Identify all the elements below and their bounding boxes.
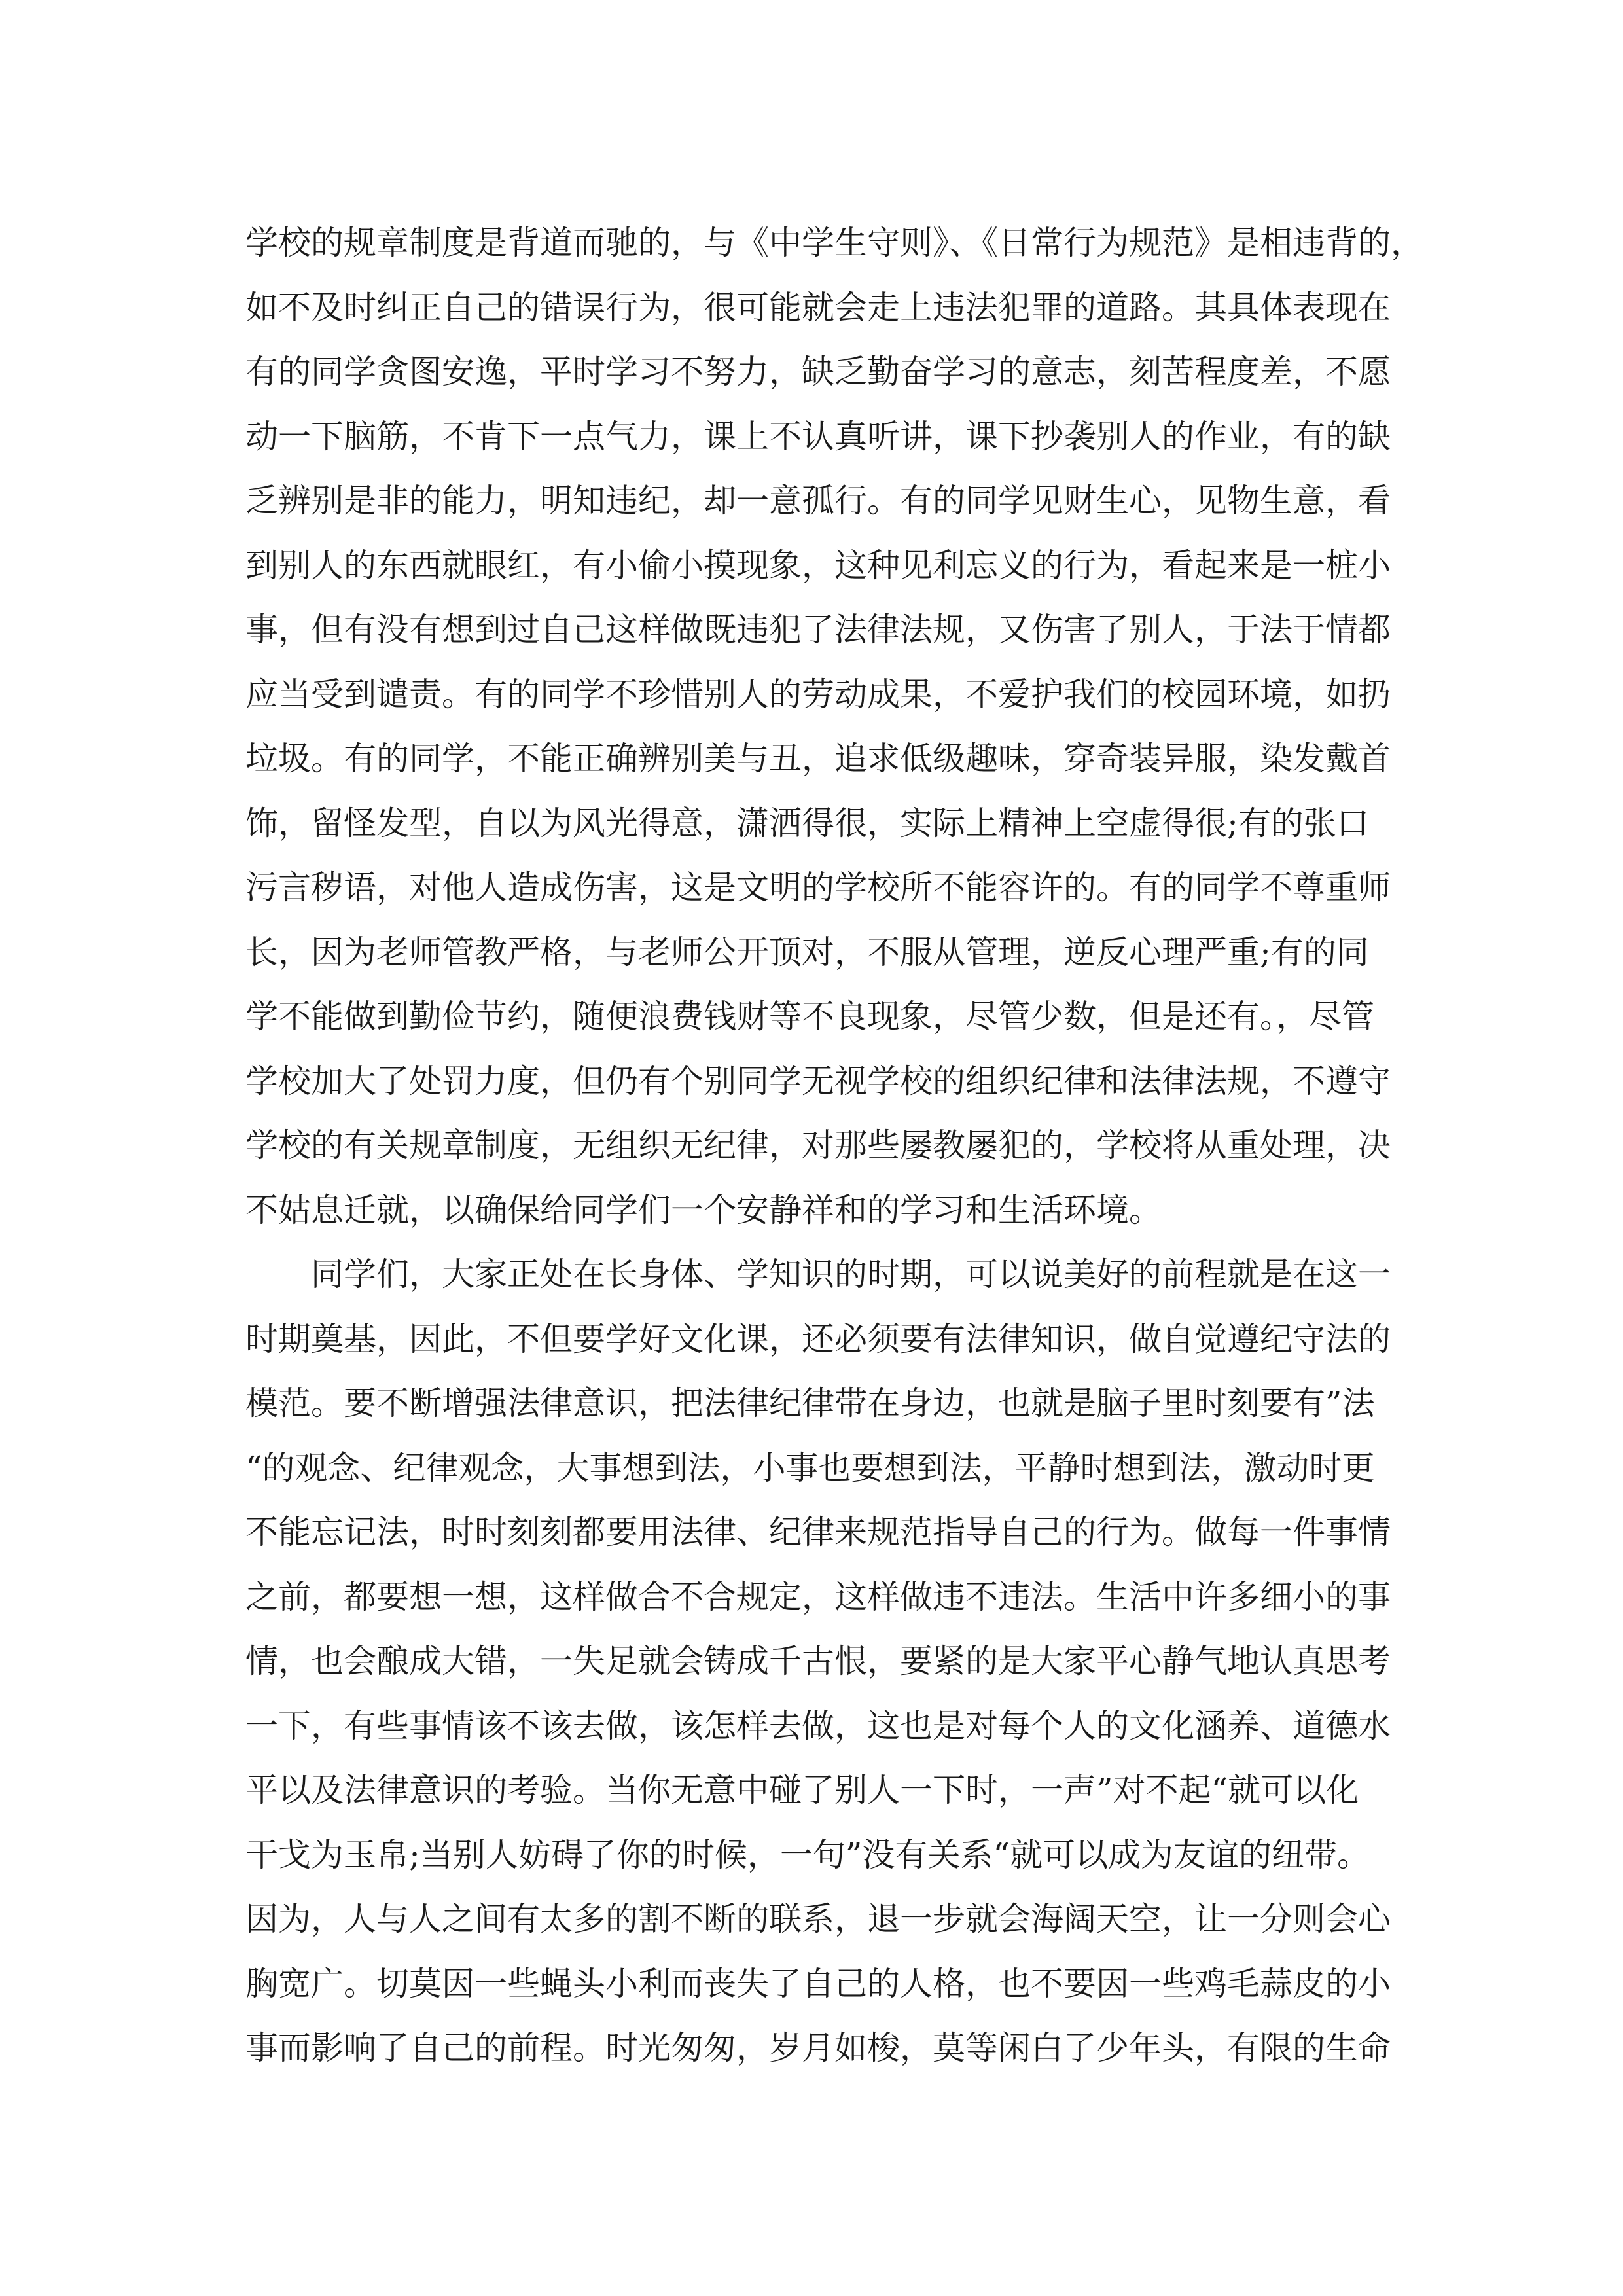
text-line: 因为，人与人之间有太多的割不断的联系，退一步就会海阔天空，让一分则会心 [245,1900,1391,1938]
text-line: 乏辨别是非的能力，明知违纪，却一意孤行。有的同学见财生心，见物生意，看 [245,482,1391,520]
paragraph-first-line: 同学们，大家正处在长身体、学知识的时期，可以说美好的前程就是在这一 [311,1255,1391,1293]
text-line: 如不及时纠正自己的错误行为，很可能就会走上违法犯罪的道路。其具体表现在 [245,288,1391,327]
text-line: 一下，有些事情该不该去做，该怎样去做，这也是对每个人的文化涵养、道德水 [245,1706,1391,1745]
text-line: 胸宽广。切莫因一些蝇头小利而丧失了自己的人格，也不要因一些鸡毛蒜皮的小 [245,1964,1391,2003]
text-line: 干戈为玉帛;当别人妨碍了你的时候，一句”没有关系“就可以成为友谊的纽带。 [245,1835,1370,1874]
text-line: 不姑息迁就，以确保给同学们一个安静祥和的学习和生活环境。 [245,1191,1162,1229]
text-line: 时期奠基，因此，不但要学好文化课，还必须要有法律知识，做自觉遵纪守法的 [245,1319,1391,1358]
text-line: 饰，留怪发型，自以为风光得意，潇洒得很，实际上精神上空虚得很;有的张口 [245,804,1369,842]
text-line: 应当受到谴责。有的同学不珍惜别人的劳动成果，不爱护我们的校园环境，如扔 [245,675,1391,713]
text-line: 到别人的东西就眼红，有小偷小摸现象，这种见利忘义的行为，看起来是一桩小 [245,546,1391,584]
text-line: 动一下脑筋，不肯下一点气力，课上不认真听讲，课下抄袭别人的作业，有的缺 [245,417,1391,456]
text-line: 之前，都要想一想，这样做合不合规定，这样做违不违法。生活中许多细小的事 [245,1577,1391,1616]
text-line: 垃圾。有的同学，不能正确辨别美与丑，追求低级趣味，穿奇装异服，染发戴首 [245,740,1391,778]
text-line: 学校的有关规章制度，无组织无纪律，对那些屡教屡犯的，学校将从重处理，决 [245,1126,1391,1164]
text-line: 平以及法律意识的考验。当你无意中碰了别人一下时，一声”对不起“就可以化 [245,1771,1359,1809]
text-line: 事，但有没有想到过自己这样做既违犯了法律法规，又伤害了别人，于法于情都 [245,611,1391,649]
text-line: 模范。要不断增强法律意识，把法律纪律带在身边，也就是脑子里时刻要有”法 [245,1384,1375,1422]
text-line: “的观念、纪律观念，大事想到法，小事也要想到法，平静时想到法，激动时更 [245,1448,1375,1487]
text-line: 不能忘记法，时时刻刻都要用法律、纪律来规范指导自己的行为。做每一件事情 [245,1513,1391,1551]
text-line: 长，因为老师管教严格，与老师公开顶对，不服从管理，逆反心理严重;有的同 [245,933,1369,971]
body-text [245,211,1423,2081]
text-line: 有的同学贪图安逸，平时学习不努力，缺乏勤奋学习的意志，刻苦程度差，不愿 [245,353,1391,391]
text-line: 学校加大了处罚力度，但仍有个别同学无视学校的组织纪律和法律法规，不遵守 [245,1062,1391,1100]
text-line: 学校的规章制度是背道而驰的，与《中学生守则》、《日常行为规范》是相违背的， [245,224,1423,262]
text-line: 情，也会酿成大错，一失足就会铸成千古恨，要紧的是大家平心静气地认真思考 [245,1642,1391,1680]
text-line: 污言秽语，对他人造成伤害，这是文明的学校所不能容许的。有的同学不尊重师 [245,869,1391,906]
text-line: 学不能做到勤俭节约，随便浪费钱财等不良现象，尽管少数，但是还有。，尽管 [245,997,1374,1035]
text-line: 事而影响了自己的前程。时光匆匆，岁月如梭，莫等闲白了少年头，有限的生命 [245,2029,1391,2067]
